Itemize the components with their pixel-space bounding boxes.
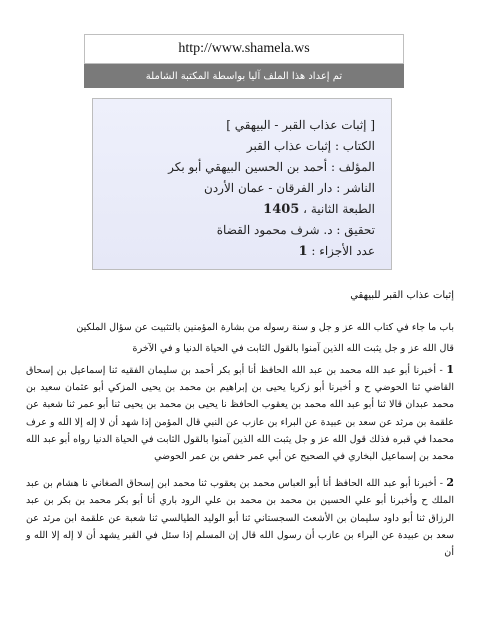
info-heading: [ إثبات عذاب القبر - البيهقي ]: [226, 118, 375, 132]
info-author: المؤلف : أحمد بن الحسين البيهقي أبو بكر: [168, 160, 375, 174]
hadith-1: [26, 361, 454, 465]
hadith-2: [26, 474, 454, 561]
book-content: [26, 290, 454, 570]
generated-note: تم إعداد هذا الملف آليا بواسطة المكتبة الشاملة: [145, 70, 343, 82]
book-info-box: [92, 98, 392, 270]
info-publisher: الناشر : دار الفرقان - عمان الأردن: [204, 181, 375, 195]
hadith-1-number: 1: [446, 363, 454, 376]
hadith-2-number: 2: [446, 476, 454, 490]
chapter-heading: باب ما جاء في كتاب الله عز و جل و سنة رسوله من بشارة المؤمنين بالتثبيت عن سؤال الملكين: [76, 322, 454, 333]
info-volumes: [103, 241, 375, 262]
book-title: إثبات عذاب القبر للبيهقي: [350, 290, 454, 301]
generated-note-bar: [84, 64, 404, 88]
hadith-2-text: - أخبرنا أبو عبد الله الحافظ أنا أبو العباس محمد بن يعقوب ثنا محمد ابن إسحاق الصغاني نا هشام بن عبد الملك ح وأخبرنا أبو علي الحسين بن محمد بن محمد بن علي الرود باري أنا أبو بكر محمد بن بكر بن عبد الرزاق ثنا أبو داود سليمان بن الأشعث السجستاني ثنا أبو الوليد الطيالسي ثنا شعبة عن علقمة ابن مرثد عن سعد بن عبيدة عن البراء بن عازب أن رسول الله قال إن المسلم إذا سئل في القبر يشهد أن لا إله إلا الله و أن: [26, 478, 454, 559]
edition-year: 1405: [263, 202, 300, 217]
site-url-header[interactable]: [84, 34, 404, 64]
info-editor: تحقيق : د. شرف محمود القضاة: [216, 223, 375, 237]
volumes-label: عدد الأجزاء :: [307, 244, 375, 258]
info-book: الكتاب : إثبات عذاب القبر: [246, 139, 375, 153]
hadith-1-text: - أخبرنا أبو عبد الله محمد بن عبد الله الحافظ أنا أبو بكر أحمد بن سليمان الفقيه ثنا إسماعيل بن إسحاق القاضي ثنا الحوضي ح و أخبرنا أبو زكريا يحيى بن إبراهيم بن محمد بن يحيى المزكي أبو عثمان سعيد بن محمد عبدان قالا ثنا أبو عبد الله محمد بن يعقوب الحافظ نا يحيى بن محمد بن يحيى ثنا أبو عمر ثنا شعبة عن علقمة بن مرثد عن سعد بن عبيدة عن البراء بن عازب عن النبي قال المؤمن إذا شهد أن لا إله إلا الله و عرف محمدا في قبره فذلك قول الله عز و جل يثبت الله الذين آمنوا بالقول الثابت في الحياة الدنيا رواه أبو عبد الله محمد بن إسماعيل البخاري في الصحيح عن أبي عمر حفص بن عمر الحوضي: [26, 365, 454, 463]
volumes-count: 1: [298, 244, 308, 259]
edition-label: الطبعة الثانية ،: [299, 202, 375, 216]
site-url[interactable]: http://www.shamela.ws: [178, 41, 310, 56]
quran-verse: قال الله عز و جل يثبت الله الذين آمنوا بالقول الثابت في الحياة الدنيا و في الآخرة: [132, 343, 454, 354]
info-edition: [103, 199, 375, 220]
